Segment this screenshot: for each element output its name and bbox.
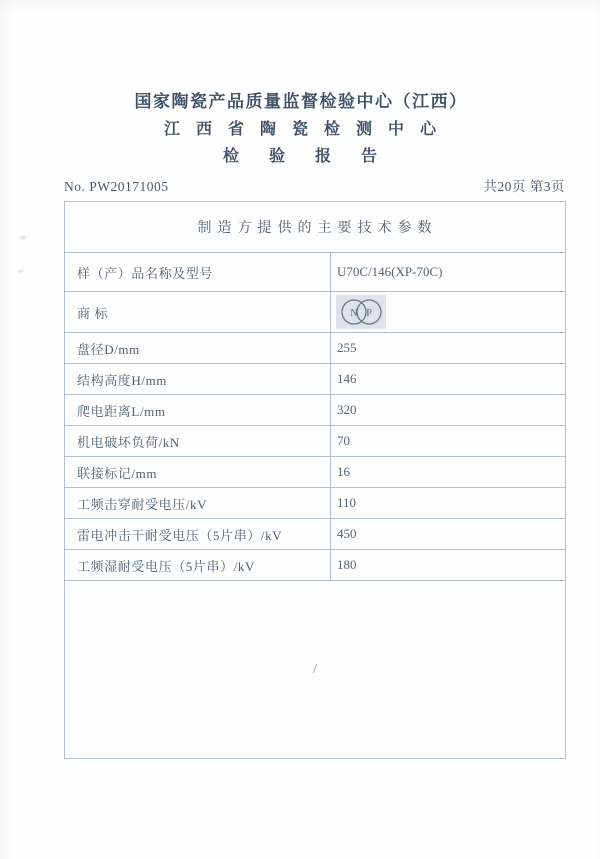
table-row — [65, 333, 566, 364]
reference-row — [64, 175, 565, 195]
param-value-cell — [331, 395, 566, 426]
param-value: 70 — [337, 433, 350, 448]
params-table — [64, 201, 566, 759]
table-row — [65, 395, 566, 426]
np-logo-graphic — [338, 296, 384, 328]
param-value-cell — [331, 488, 566, 519]
param-label: 联接标记/mm — [65, 457, 331, 488]
param-value-cell — [331, 292, 566, 333]
table-row — [65, 519, 566, 550]
param-value-cell — [331, 457, 566, 488]
param-label: 爬电距离L/mm — [65, 395, 331, 426]
trademark-logo — [336, 295, 386, 329]
param-value: 180 — [337, 557, 357, 572]
param-value-cell — [331, 364, 566, 395]
table-row — [65, 488, 566, 519]
org-title-line1: 国家陶瓷产品质量监督检验中心（江西） — [134, 92, 468, 111]
pagination: 共20页 第3页 — [483, 179, 565, 194]
param-value: 320 — [337, 402, 357, 417]
table-row — [65, 550, 566, 581]
param-value: 450 — [337, 526, 357, 541]
table-row — [65, 253, 566, 292]
param-value-cell — [331, 550, 566, 581]
param-label: 雷电冲击干耐受电压（5片串）/kV — [65, 519, 331, 550]
params-table-body — [65, 253, 566, 581]
param-label: 盘径D/mm — [65, 333, 331, 364]
table-row — [65, 364, 566, 395]
table-title-row — [65, 202, 566, 253]
param-value: 255 — [337, 340, 357, 355]
param-value-cell — [331, 519, 566, 550]
param-value: U70C/146(XP-70C) — [337, 264, 443, 279]
param-label: 工频湿耐受电压（5片串）/kV — [65, 550, 331, 581]
param-value-cell — [331, 426, 566, 457]
param-value: 110 — [337, 495, 357, 510]
table-row — [65, 457, 566, 488]
scan-speck — [20, 236, 26, 239]
param-value-cell — [331, 253, 566, 292]
svg-text:N: N — [350, 308, 358, 319]
empty-cell-slash: / — [65, 581, 566, 759]
param-value-cell — [331, 333, 566, 364]
param-label: 商 标 — [65, 292, 331, 333]
report-number: No. PW20171005 — [64, 179, 169, 194]
svg-text:P: P — [366, 308, 372, 319]
report-title: 检验报告 — [222, 148, 407, 165]
empty-row — [65, 581, 566, 759]
table-row — [65, 292, 566, 333]
param-label: 样（产）品名称及型号 — [65, 253, 331, 292]
param-label: 工频击穿耐受电压/kV — [65, 488, 331, 519]
param-value: 146 — [337, 371, 357, 386]
param-value: 16 — [337, 464, 350, 479]
param-label: 机电破坏负荷/kN — [65, 426, 331, 457]
table-row — [65, 426, 566, 457]
scan-speck — [18, 270, 23, 273]
table-title: 制造方提供的主要技术参数 — [65, 202, 566, 253]
param-label: 结构高度H/mm — [65, 364, 331, 395]
org-title-line2: 江西省陶瓷检测中心 — [163, 121, 452, 138]
